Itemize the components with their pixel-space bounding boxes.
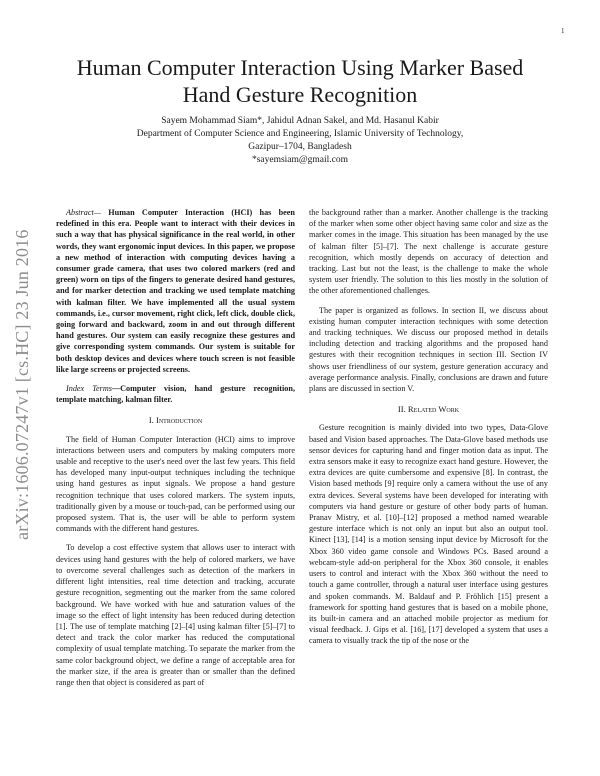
intro-paragraph-1: The field of Human Computer Interaction (HCI) aims to improve interactions between users and computers by making computers more usable and receptive to the user's need over the last few years. This field has developed many input-output techniques including the technique using hand gestures as input signals. We propose a hand gesture recognition technique that uses colored markers. The system inputs, traditionally given by a mouse or touch-pad, can be performed using our proposed system. That is, the user will be able to perform system commands with the different hand gestures. (56, 434, 295, 534)
abstract-text: Human Computer Interaction (HCI) has been redefined in this era. People want to interact with their devices in such a way that has physical significance in the real world, in other words, they want ergonomic input devices. In this paper, we propose a new method of interaction with computing devices having a consumer grade camera, that uses two colored markers (red and green) worn on tips of the fingers to generate desired hand gestures, and for marker detection and tracking we used template matching with kalman filter. We have implemented all the usual system commands, i.e., cursor movement, right click, left click, double click, going forward and backward, zoom in and out through different hand gestures. Our system can easily recognize these gestures and give corresponding system commands. Our system is suitable for both desktop devices and devices where touch screen is not feasible like large screens or projected screens. (56, 208, 295, 374)
section-heading-related-work: II. Related Work (397, 404, 460, 415)
right-column (309, 207, 548, 655)
title-line-2: Hand Gesture Recognition (182, 82, 418, 107)
email[interactable]: *sayemsiam@gmail.com (251, 155, 349, 165)
index-terms (56, 383, 295, 405)
arxiv-stamp[interactable]: arXiv:1606.07247v1 [cs.HC] 23 Jun 2016 (12, 229, 32, 540)
intro-paragraph-2: To develop a cost effective system that allows user to interact with devices using hand gestures with the help of colored markers, we have to overcome several challenges such as detection of the markers in different light intensities, real time detection and tracking, accurate gesture recognition, segmenting out the marker from the same colored background. We have worked with hue and saturation values of the image so the effect of light intensity has been reduced during detection [1]. The use of template matching [2]–[4] using kalman filter [5]–[7] to detect and track the color marker has reduced the computational complexity of usual template matching. To separate the marker from the same color background object, we define a range of acceptable area for the marker size, if the area is greater than or smaller than the defined range then that object is considered as part of (56, 543, 295, 687)
index-terms-label: Index Terms (66, 384, 112, 394)
index-terms-text: —Computer vision, hand gesture recognition, template matching, kalman filter. (56, 384, 295, 405)
intro-paragraph-3: the background rather than a marker. Another challenge is the tracking of the marker when some other object having same color and size as the marker comes in the image. This situation has been managed by the use of kalman filter [5]–[7]. The next challenge is accurate gesture recognition, which mostly depends on accuracy of detection and tracking. Last but not the least, is the challenge to make the whole system user friendly. The solution to this lies mostly in the solution of the other aforementioned challenges. (309, 208, 548, 296)
intro-paragraph-4: The paper is organized as follows. In section II, we discuss about existing human computer interaction techniques with some detection and tracking techniques. We discuss our proposed method in details including detection and tracking algorithms and the proposed hand gestures with their recognition techniques in section III. Section IV shows user friendliness of our system, gesture generation accuracy and average performance analysis. Finally, conclusions are drawn and future plans are discussed in section V. (309, 305, 548, 394)
section-heading-introduction: I. Introduction (148, 415, 203, 426)
author-block (60, 115, 540, 167)
affiliation: Department of Computer Science and Engineering, Islamic University of Technology, (136, 129, 464, 139)
location: Gazipur–1704, Bangladesh (248, 142, 352, 152)
abstract (56, 207, 295, 375)
author-names: Sayem Mohammad Siam*, Jahidul Adnan Sakel, and Md. Hasanul Kabir (161, 116, 439, 126)
related-work-paragraph-1: Gesture recognition is mainly divided into two types, Data-Glove based and Vision based approaches. The Data-Glove based methods use sensor devices for capturing hand and finger motion data as input. The extra sensors make it easy to recognize exact hand gesture. However, the extra devices are quite cumbersome and expensive [8]. In contrast, the Vision based methods [9] require only a camera without the use of any extra devices. Several systems have been developed for interating with computers via hand gesture or gesture of other body parts of human. Pranav Mistry, et al. [10]–[12] proposed a method named wearable gesture interface which is not only an input but also an output tool. Kinect [13], [14] is a motion sensing input device by Microsoft for the Xbox 360 video game console and Windows PCs. Based around a webcam-style add-on peripheral for the Xbox 360 console, it enables users to control and interact with the Xbox 360 without the need to touch a game controller, through a natural user interface using gestures and spoken commands. M. Baldauf and P. Fröhlich [15] present a framework for spotting hand gestures that is based on a mobile phone, its built-in camera and an attached mobile projector as medium for visual feedback. J. Gips et al. [16], [17] developed a system that uses a camera to visually track the tip of the nose or the (309, 423, 548, 646)
paper-title (50, 54, 550, 108)
title-line-1: Human Computer Interaction Using Marker Based (76, 55, 524, 80)
abstract-label: Abstract— (66, 208, 102, 217)
left-column (56, 207, 295, 696)
page-number: 1 (561, 27, 565, 35)
